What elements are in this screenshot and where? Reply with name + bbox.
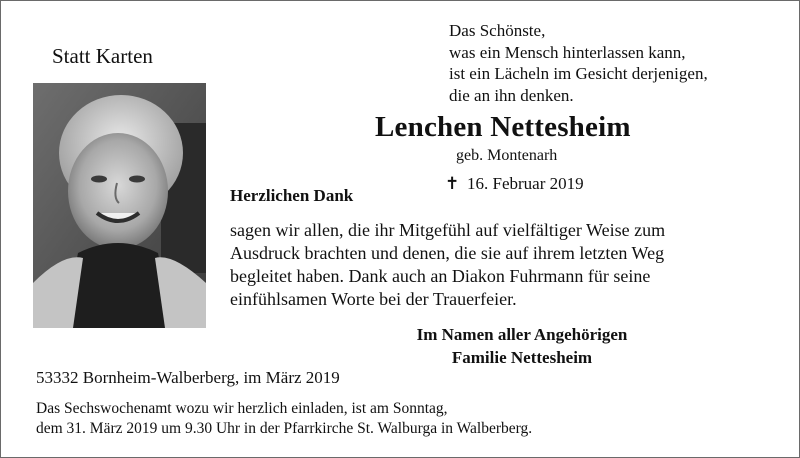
portrait-photo bbox=[33, 83, 206, 328]
poem-line: die an ihn denken. bbox=[449, 85, 574, 105]
death-date: 16. Februar 2019 bbox=[467, 174, 584, 193]
thanks-heading: Herzlichen Dank bbox=[230, 186, 354, 205]
thanks-line: einfühlsamen Worte bei der Trauerfeier. bbox=[230, 289, 517, 309]
thanks-text bbox=[230, 219, 750, 311]
thanks-line: sagen wir allen, die ihr Mitgefühl auf vielfältiger Weise zum bbox=[230, 220, 666, 240]
place-date: 53332 Bornheim-Walberberg, im März 2019 bbox=[36, 368, 340, 387]
poem-line: ist ein Lächeln im Gesicht derjenigen, bbox=[449, 64, 708, 83]
poem-line: Das Schönste, bbox=[449, 21, 546, 40]
deceased-name: Lenchen Nettesheim bbox=[375, 111, 631, 143]
signature-line-1: Im Namen aller Angehörigen bbox=[416, 325, 628, 344]
poem-line: was ein Mensch hinterlassen kann, bbox=[449, 42, 686, 62]
poem bbox=[449, 20, 708, 106]
death-date-line bbox=[445, 174, 584, 194]
thanks-line: begleitet haben. Dank auch an Diakon Fuhrmann für seine bbox=[230, 266, 651, 286]
birth-name: geb. Montenarh bbox=[456, 147, 558, 164]
footer-line: Das Sechswochenamt wozu wir herzlich einladen, ist am Sonntag, bbox=[36, 400, 448, 417]
signature-block bbox=[388, 323, 656, 369]
footer-note bbox=[36, 399, 532, 439]
signature-line-2: Familie Nettesheim bbox=[451, 348, 593, 367]
footer-line: dem 31. März 2019 um 9.30 Uhr in der Pfarrkirche St. Walburga in Walberberg. bbox=[36, 420, 533, 437]
statt-karten-label: Statt Karten bbox=[52, 44, 153, 68]
thanks-line: Ausdruck brachten und denen, die sie auf ihrem letzten Weg bbox=[230, 243, 665, 263]
cross-icon: ✝ bbox=[445, 174, 460, 193]
